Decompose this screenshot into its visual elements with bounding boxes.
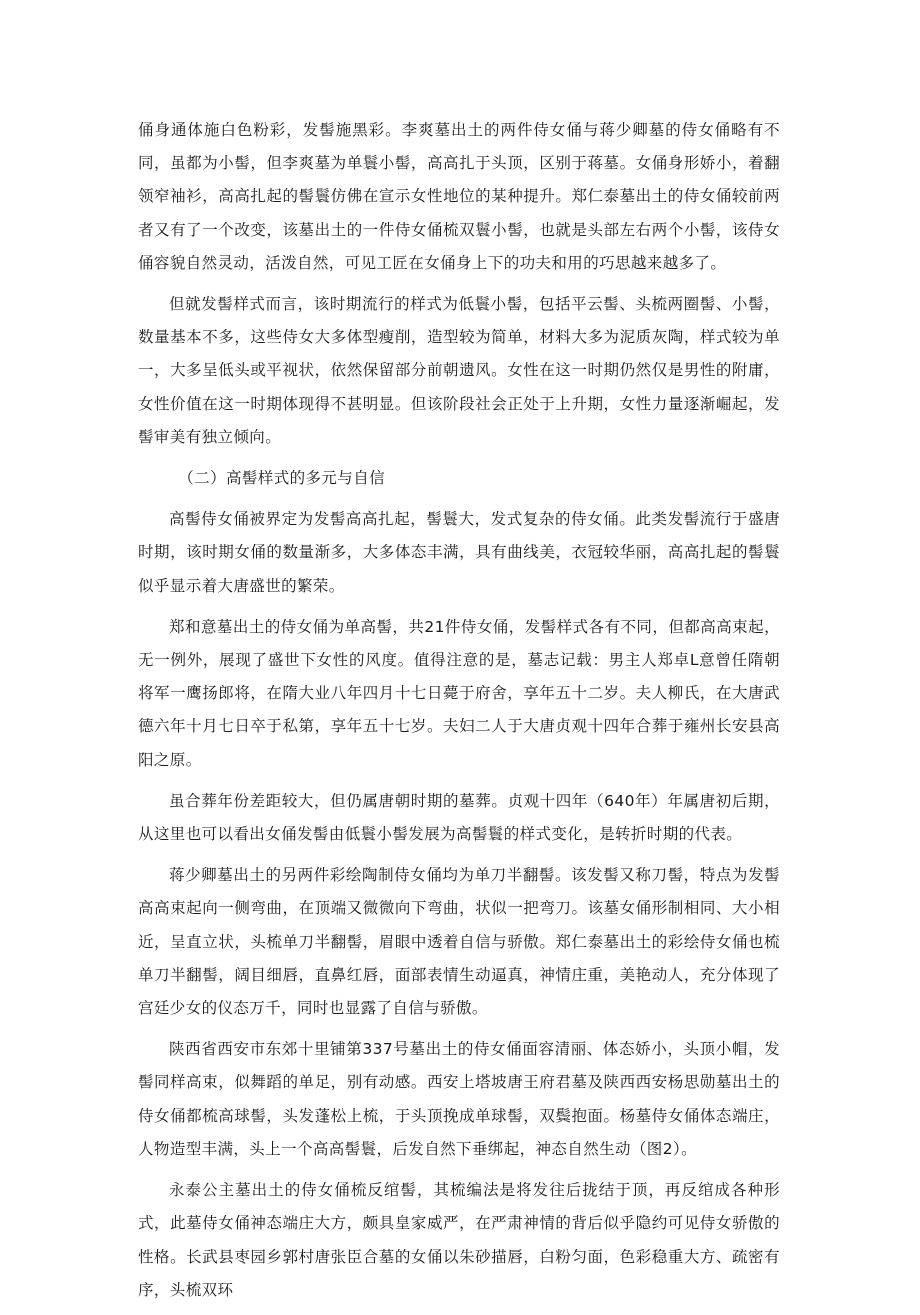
paragraph: 郑和意墓出土的侍女俑为单高髻，共21件侍女俑，发髻样式各有不同，但都高高束起，无一例外，展现了盛世下女性的风度。值得注意的是，墓志记载：男主人郑卓L意曾任隋朝将军一鹰扬郎将，在隋大业八年四月十七日薨于府舍，享年五十二岁。夫人柳氏，在大唐武德六年十月七日卒于私第，享年五十七岁。夫妇二人于大唐贞观十四年合葬于雍州长安县高阳之原。 xyxy=(138,617,780,769)
paragraph: 蒋少卿墓出土的另两件彩绘陶制侍女俑均为单刀半翻髻。该发髻又称刀髻，特点为发髻高高束起向一侧弯曲，在顶端又微微向下弯曲，状似一把弯刀。该墓女俑形制相同、大小相近，呈直立状，头梳单刀半翻髻，眉眼中透着自信与骄傲。郑仁泰墓出土的彩绘侍女俑也梳单刀半翻髻，阔目细唇，直鼻红唇，面部表情生动逼真，神情庄重，美艳动人，充分体现了宫廷少女的仪态万千，同时也显露了自信与骄傲。 xyxy=(138,866,780,1018)
paragraph: 陕西省西安市东郊十里铺第337号墓出土的侍女俑面容清丽、体态娇小，头顶小帽，发髻同样高束，似舞蹈的单足，别有动感。西安上塔坡唐王府君墓及陕西西安杨思勋墓出土的侍女俑都梳高球髻，头发蓬松上梳，于头顶挽成单球髻，双鬓抱面。杨墓侍女俑体态端庄，人物造型丰满，头上一个高高髻鬟，后发自然下垂绑起，神态自然生动（图2）。 xyxy=(138,1040,780,1158)
paragraph: 但就发髻样式而言，该时期流行的样式为低鬟小髻，包括平云髻、头梳两圈髻、小髻，数量基本不多，这些侍女大多体型瘦削，造型较为简单，材料大多为泥质灰陶，样式较为单一，大多呈低头或平视状，依然保留部分前朝遗风。女性在这一时期仍然仅是男性的附庸，女性价值在这一时期体现得不甚明显。但该阶段社会正处于上升期，女性力量逐渐崛起，发髻审美有独立倾向。 xyxy=(138,295,780,446)
paragraph: 永泰公主墓出土的侍女俑梳反绾髻，其梳编法是将发往后拢结于顶，再反绾成各种形式，此墓侍女俑神态端庄大方，颇具皇家威严，在严肃神情的背后似乎隐约可见侍女骄傲的性格。长武县枣园乡郭村唐张臣合墓的女俑以朱砂描唇，白粉匀面，色彩稳重大方、疏密有序，头梳双环 xyxy=(138,1181,780,1299)
paragraph: 虽合葬年份差距较大，但仍属唐朝时期的墓葬。贞观十四年（640年）年属唐初后期，从这里也可以看出女俑发髻由低鬟小髻发展为高髻鬟的样式变化，是转折时期的代表。 xyxy=(138,791,780,844)
paragraph: 高髻侍女俑被界定为发髻高高扎起，髻鬟大，发式复杂的侍女俑。此类发髻流行于盛唐时期，该时期女俑的数量渐多，大多体态丰满，具有曲线美，衣冠较华丽，高高扎起的髻鬟似乎显示着大唐盛世的繁荣。 xyxy=(138,510,780,595)
section-heading: （二）高髻样式的多元与自信 xyxy=(178,469,385,488)
paragraph: 俑身通体施白色粉彩，发髻施黑彩。李爽墓出土的两件侍女俑与蒋少卿墓的侍女俑略有不同，虽都为小髻，但李爽墓为单鬟小髻，高高扎于头顶，区别于蒋墓。女俑身形娇小，着翻领窄袖衫，高高扎起的髻鬟仿佛在宣示女性地位的某种提升。郑仁泰墓出土的侍女俑较前两者又有了一个改变，该墓出土的一件侍女俑梳双鬟小髻，也就是头部左右两个小髻，该侍女俑容貌自然灵动，活泼自然，可见工匠在女俑身上下的功夫和用的巧思越来越多了。 xyxy=(138,121,780,272)
document-body xyxy=(138,114,780,1315)
